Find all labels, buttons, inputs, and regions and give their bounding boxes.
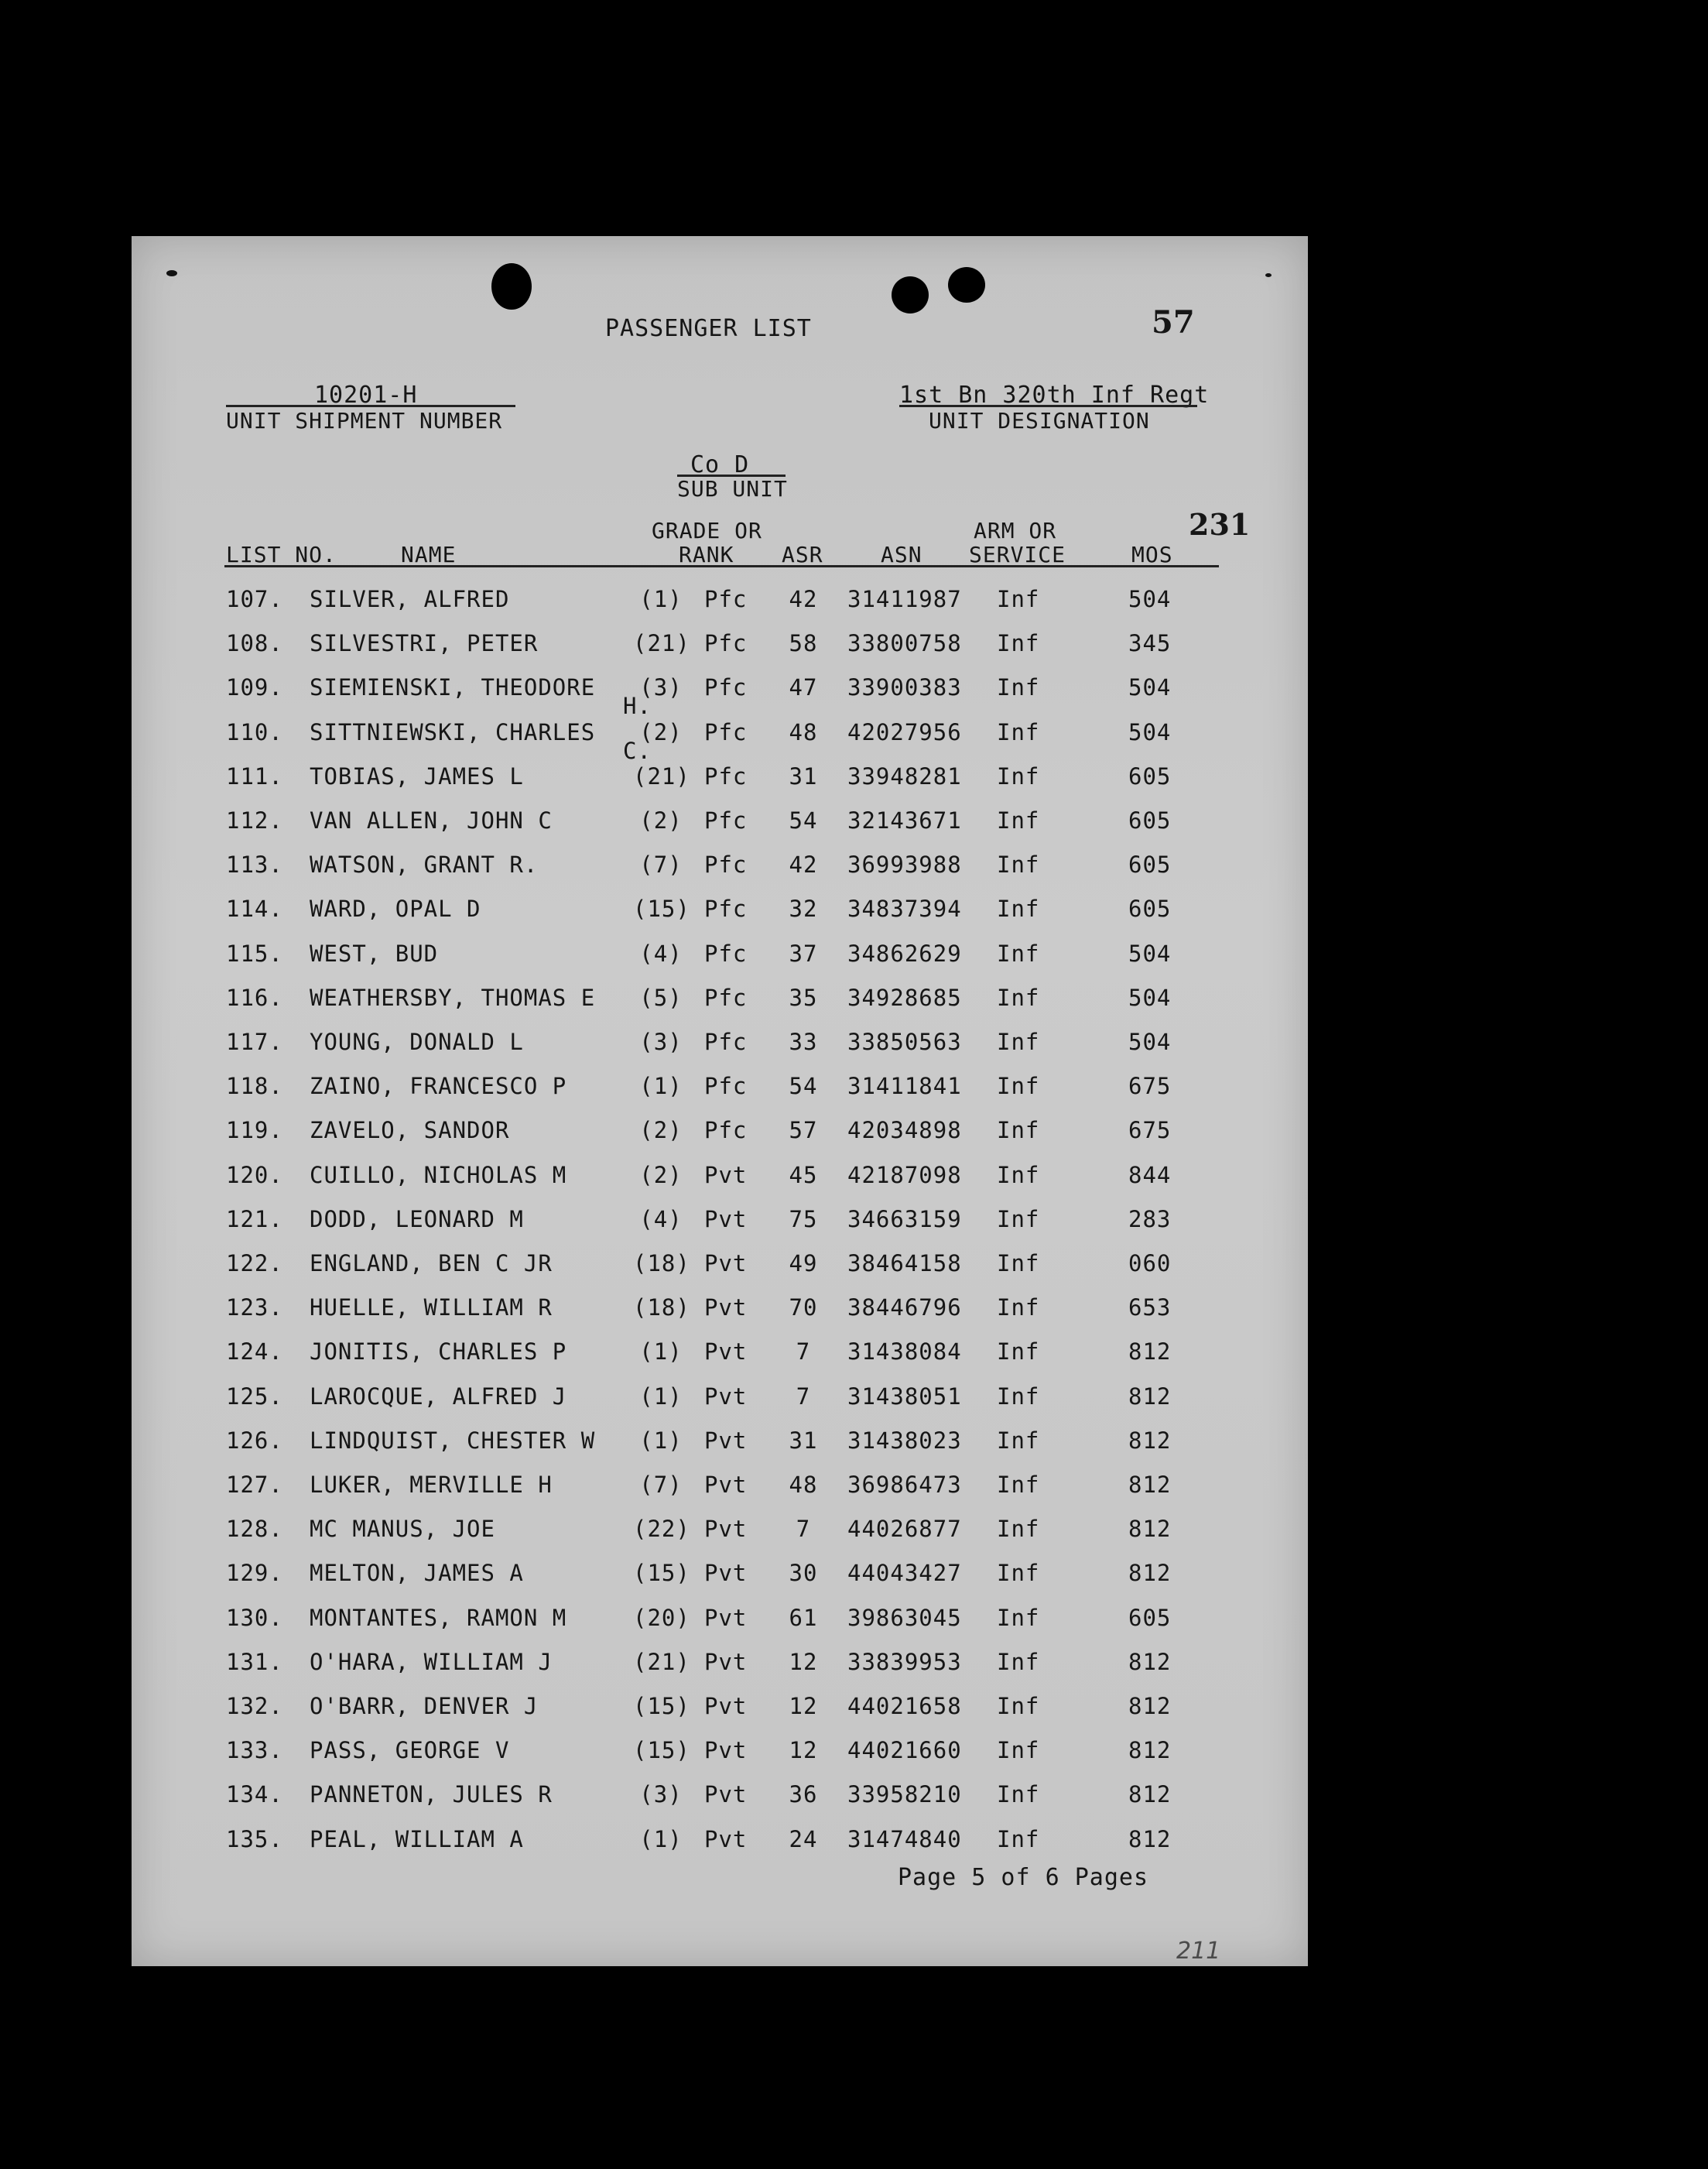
service-cell: Inf <box>997 1516 1040 1543</box>
rank-cell: Pvt <box>704 1693 748 1719</box>
table-row <box>132 1427 1308 1472</box>
name-cell: PANNETON, JULES R <box>310 1781 553 1808</box>
name-initial-cell: C. <box>623 737 652 764</box>
name-cell: YOUNG, DONALD L <box>310 1029 524 1055</box>
grade-cell: (2) <box>639 807 683 834</box>
name-cell: MC MANUS, JOE <box>310 1516 495 1543</box>
mos-cell: 605 <box>1128 1604 1172 1631</box>
grade-cell: (21) <box>633 762 690 790</box>
list-no-cell: 107. <box>226 586 283 612</box>
asn-cell: 33948281 <box>847 762 962 790</box>
mos-cell: 605 <box>1128 762 1172 790</box>
list-no-cell: 116. <box>226 984 283 1011</box>
service-cell: Inf <box>997 1604 1040 1631</box>
asn-cell: 34663159 <box>847 1205 962 1232</box>
service-cell: Inf <box>997 1737 1040 1764</box>
table-row <box>132 1294 1308 1338</box>
rank-cell: Pvt <box>704 1781 748 1808</box>
service-cell: Inf <box>997 1205 1040 1232</box>
unit-designation-label: UNIT DESIGNATION <box>929 408 1150 433</box>
service-cell: Inf <box>997 674 1040 701</box>
mos-cell: 504 <box>1128 586 1172 612</box>
table-row <box>132 763 1308 807</box>
rank-cell: Pvt <box>704 1516 748 1543</box>
column-header-name: NAME <box>401 542 457 567</box>
list-no-cell: 124. <box>226 1338 283 1365</box>
grade-cell: (1) <box>639 586 683 612</box>
grade-cell: (3) <box>639 674 683 701</box>
asn-cell: 44043427 <box>847 1560 962 1587</box>
grade-cell: (15) <box>633 1693 690 1719</box>
rank-cell: Pfc <box>704 718 748 745</box>
asr-cell: 42 <box>789 586 818 612</box>
table-row <box>132 1781 1308 1825</box>
grade-cell: (1) <box>639 1073 683 1100</box>
asn-cell: 38464158 <box>847 1250 962 1276</box>
asr-cell: 37 <box>789 940 818 967</box>
asn-cell: 44021660 <box>847 1737 962 1764</box>
mos-cell: 605 <box>1128 896 1172 923</box>
rank-cell: Pvt <box>704 1338 748 1365</box>
grade-cell: (2) <box>639 1161 683 1188</box>
asn-cell: 34862629 <box>847 940 962 967</box>
service-cell: Inf <box>997 807 1040 834</box>
table-row <box>132 1472 1308 1516</box>
table-row <box>132 941 1308 985</box>
service-cell: Inf <box>997 1560 1040 1587</box>
name-cell: SILVER, ALFRED <box>310 586 510 612</box>
grade-cell: (1) <box>639 1825 683 1852</box>
asn-cell: 39863045 <box>847 1604 962 1631</box>
list-no-cell: 119. <box>226 1117 283 1144</box>
column-header-asr: ASR <box>782 542 823 567</box>
asn-cell: 42034898 <box>847 1117 962 1144</box>
page-title: PASSENGER LIST <box>605 315 812 342</box>
mos-cell: 060 <box>1128 1250 1172 1276</box>
table-row <box>132 1516 1308 1560</box>
asn-cell: 42187098 <box>847 1161 962 1188</box>
asn-cell: 33839953 <box>847 1648 962 1675</box>
name-cell: O'BARR, DENVER J <box>310 1693 539 1719</box>
asn-cell: 31411841 <box>847 1073 962 1100</box>
service-cell: Inf <box>997 586 1040 612</box>
name-cell: TOBIAS, JAMES L <box>310 762 524 790</box>
grade-cell: (3) <box>639 1029 683 1055</box>
grade-cell: (4) <box>639 1205 683 1232</box>
asn-cell: 36993988 <box>847 851 962 879</box>
rank-cell: Pvt <box>704 1205 748 1232</box>
service-cell: Inf <box>997 851 1040 879</box>
asr-cell: 45 <box>789 1161 818 1188</box>
list-no-cell: 111. <box>226 762 283 790</box>
name-cell: CUILLO, NICHOLAS M <box>310 1161 567 1188</box>
column-header-grade-top: GRADE OR <box>652 518 762 543</box>
asr-cell: 33 <box>789 1029 818 1055</box>
asr-cell: 36 <box>789 1781 818 1808</box>
mos-cell: 504 <box>1128 718 1172 745</box>
mos-cell: 653 <box>1128 1294 1172 1321</box>
list-no-cell: 126. <box>226 1427 283 1454</box>
column-header-asn: ASN <box>881 542 922 567</box>
sub-unit: Co D <box>690 451 750 478</box>
service-cell: Inf <box>997 1781 1040 1808</box>
asr-cell: 30 <box>789 1560 818 1587</box>
list-no-cell: 130. <box>226 1604 283 1631</box>
service-cell: Inf <box>997 1029 1040 1055</box>
asn-cell: 38446796 <box>847 1294 962 1321</box>
mos-cell: 504 <box>1128 674 1172 701</box>
grade-cell: (15) <box>633 1737 690 1764</box>
list-no-cell: 134. <box>226 1781 283 1808</box>
table-row <box>132 1117 1308 1161</box>
name-cell: PASS, GEORGE V <box>310 1737 510 1764</box>
asr-cell: 70 <box>789 1294 818 1321</box>
name-cell: SIEMIENSKI, THEODORE <box>310 674 596 701</box>
asn-cell: 31438023 <box>847 1427 962 1454</box>
grade-cell: (1) <box>639 1383 683 1410</box>
table-row <box>132 1073 1308 1117</box>
name-cell: PEAL, WILLIAM A <box>310 1825 524 1852</box>
service-cell: Inf <box>997 1383 1040 1410</box>
table-row <box>132 674 1308 718</box>
column-header-rank: RANK <box>679 542 734 567</box>
name-cell: WEST, BUD <box>310 940 439 967</box>
name-cell: ZAINO, FRANCESCO P <box>310 1073 567 1100</box>
asr-cell: 7 <box>796 1383 811 1410</box>
rank-cell: Pfc <box>704 851 748 879</box>
asn-cell: 31411987 <box>847 586 962 612</box>
name-cell: MELTON, JAMES A <box>310 1560 524 1587</box>
mos-cell: 812 <box>1128 1737 1172 1764</box>
table-row <box>132 719 1308 763</box>
page-count: Page 5 of 6 Pages <box>898 1864 1149 1891</box>
punch-hole-right-a <box>892 276 929 314</box>
rank-cell: Pvt <box>704 1604 748 1631</box>
asr-cell: 7 <box>796 1338 811 1365</box>
mos-cell: 812 <box>1128 1338 1172 1365</box>
column-header-list-no: LIST NO. <box>226 542 337 567</box>
punch-hole-right-b <box>948 267 985 303</box>
asr-cell: 31 <box>789 1427 818 1454</box>
document-page <box>132 236 1308 1966</box>
table-row <box>132 630 1308 674</box>
rank-cell: Pfc <box>704 762 748 790</box>
grade-cell: (21) <box>633 630 690 657</box>
rank-cell: Pfc <box>704 807 748 834</box>
asn-cell: 33850563 <box>847 1029 962 1055</box>
asr-cell: 12 <box>789 1737 818 1764</box>
rank-cell: Pvt <box>704 1250 748 1276</box>
asr-cell: 42 <box>789 851 818 879</box>
service-cell: Inf <box>997 1693 1040 1719</box>
list-no-cell: 123. <box>226 1294 283 1321</box>
service-cell: Inf <box>997 940 1040 967</box>
mos-cell: 605 <box>1128 807 1172 834</box>
rank-cell: Pfc <box>704 1073 748 1100</box>
list-no-cell: 117. <box>226 1029 283 1055</box>
rank-cell: Pvt <box>704 1648 748 1675</box>
unit-designation-underline <box>899 405 1197 407</box>
rank-cell: Pvt <box>704 1560 748 1587</box>
mos-cell: 345 <box>1128 630 1172 657</box>
unit-shipment-number: 10201-H <box>314 382 418 409</box>
grade-cell: (20) <box>633 1604 690 1631</box>
table-row <box>132 1693 1308 1737</box>
rank-cell: Pfc <box>704 940 748 967</box>
mos-cell: 812 <box>1128 1648 1172 1675</box>
asn-cell: 31438051 <box>847 1383 962 1410</box>
rank-cell: Pfc <box>704 1029 748 1055</box>
rank-cell: Pfc <box>704 1117 748 1144</box>
table-row <box>132 1383 1308 1427</box>
service-cell: Inf <box>997 1427 1040 1454</box>
asn-cell: 32143671 <box>847 807 962 834</box>
mos-cell: 504 <box>1128 1029 1172 1055</box>
rank-cell: Pvt <box>704 1294 748 1321</box>
grade-cell: (1) <box>639 1427 683 1454</box>
table-row <box>132 1338 1308 1383</box>
grade-cell: (7) <box>639 1472 683 1498</box>
table-row <box>132 586 1308 630</box>
list-no-cell: 129. <box>226 1560 283 1587</box>
mos-cell: 283 <box>1128 1205 1172 1232</box>
table-row <box>132 1206 1308 1250</box>
page-number: 57 <box>1152 304 1195 341</box>
asn-cell: 34837394 <box>847 896 962 923</box>
table-row <box>132 851 1308 896</box>
pencil-note: 211 <box>1176 1938 1221 1965</box>
name-cell: MONTANTES, RAMON M <box>310 1604 567 1631</box>
service-cell: Inf <box>997 630 1040 657</box>
name-cell: VAN ALLEN, JOHN C <box>310 807 553 834</box>
service-cell: Inf <box>997 1294 1040 1321</box>
mos-cell: 812 <box>1128 1781 1172 1808</box>
asn-cell: 31438084 <box>847 1338 962 1365</box>
name-cell: WATSON, GRANT R. <box>310 851 539 879</box>
list-no-cell: 133. <box>226 1737 283 1764</box>
grade-cell: (3) <box>639 1781 683 1808</box>
rank-cell: Pvt <box>704 1427 748 1454</box>
mos-cell: 812 <box>1128 1383 1172 1410</box>
rank-cell: Pvt <box>704 1161 748 1188</box>
mos-cell: 812 <box>1128 1427 1172 1454</box>
service-cell: Inf <box>997 896 1040 923</box>
column-header-mos: MOS <box>1131 542 1173 567</box>
list-no-cell: 120. <box>226 1161 283 1188</box>
name-cell: ENGLAND, BEN C JR <box>310 1250 553 1276</box>
name-cell: LUKER, MERVILLE H <box>310 1472 553 1498</box>
service-cell: Inf <box>997 1250 1040 1276</box>
grade-cell: (18) <box>633 1250 690 1276</box>
grade-cell: (1) <box>639 1338 683 1365</box>
list-no-cell: 109. <box>226 674 283 701</box>
mos-cell: 605 <box>1128 851 1172 879</box>
asr-cell: 54 <box>789 1073 818 1100</box>
list-no-cell: 110. <box>226 718 283 745</box>
list-no-cell: 118. <box>226 1073 283 1100</box>
name-cell: WARD, OPAL D <box>310 896 481 923</box>
mos-cell: 812 <box>1128 1825 1172 1852</box>
rank-cell: Pvt <box>704 1737 748 1764</box>
asr-cell: 49 <box>789 1250 818 1276</box>
grade-cell: (15) <box>633 1560 690 1587</box>
column-header-service: SERVICE <box>969 542 1066 567</box>
asr-cell: 48 <box>789 1472 818 1498</box>
grade-cell: (2) <box>639 1117 683 1144</box>
table-row <box>132 1250 1308 1294</box>
service-cell: Inf <box>997 762 1040 790</box>
table-row <box>132 1605 1308 1649</box>
name-cell: LINDQUIST, CHESTER W <box>310 1427 596 1454</box>
service-cell: Inf <box>997 1161 1040 1188</box>
table-row <box>132 1029 1308 1073</box>
asn-cell: 44026877 <box>847 1516 962 1543</box>
unit-shipment-underline <box>226 405 515 407</box>
service-cell: Inf <box>997 1117 1040 1144</box>
asn-cell: 44021658 <box>847 1693 962 1719</box>
list-no-cell: 135. <box>226 1825 283 1852</box>
sub-unit-label: SUB UNIT <box>677 476 788 502</box>
list-no-cell: 127. <box>226 1472 283 1498</box>
list-no-cell: 122. <box>226 1250 283 1276</box>
asn-cell: 33958210 <box>847 1781 962 1808</box>
grade-cell: (15) <box>633 896 690 923</box>
list-no-cell: 131. <box>226 1648 283 1675</box>
column-header-arm-top: ARM OR <box>974 518 1057 543</box>
name-cell: JONITIS, CHARLES P <box>310 1338 567 1365</box>
asr-cell: 48 <box>789 718 818 745</box>
grade-cell: (7) <box>639 851 683 879</box>
table-row <box>132 807 1308 851</box>
name-cell: WEATHERSBY, THOMAS E <box>310 984 596 1011</box>
asn-cell: 33800758 <box>847 630 962 657</box>
mos-cell: 812 <box>1128 1472 1172 1498</box>
rank-cell: Pfc <box>704 630 748 657</box>
table-row <box>132 1162 1308 1206</box>
mos-cell: 504 <box>1128 940 1172 967</box>
service-cell: Inf <box>997 1648 1040 1675</box>
mos-cell: 812 <box>1128 1693 1172 1719</box>
name-cell: SILVESTRI, PETER <box>310 630 539 657</box>
asr-cell: 12 <box>789 1648 818 1675</box>
name-cell: DODD, LEONARD M <box>310 1205 524 1232</box>
asr-cell: 31 <box>789 762 818 790</box>
asn-cell: 31474840 <box>847 1825 962 1852</box>
rank-cell: Pvt <box>704 1825 748 1852</box>
asn-cell: 42027956 <box>847 718 962 745</box>
name-cell: LAROCQUE, ALFRED J <box>310 1383 567 1410</box>
service-cell: Inf <box>997 718 1040 745</box>
mos-cell: 844 <box>1128 1161 1172 1188</box>
unit-shipment-label: UNIT SHIPMENT NUMBER <box>226 408 503 433</box>
table-row <box>132 896 1308 940</box>
name-cell: ZAVELO, SANDOR <box>310 1117 510 1144</box>
service-cell: Inf <box>997 984 1040 1011</box>
punch-hole-left <box>491 263 532 310</box>
unit-designation: 1st Bn 320th Inf Regt <box>899 382 1210 409</box>
list-no-cell: 114. <box>226 896 283 923</box>
asn-cell: 34928685 <box>847 984 962 1011</box>
rank-cell: Pvt <box>704 1383 748 1410</box>
list-no-cell: 108. <box>226 630 283 657</box>
rank-cell: Pfc <box>704 896 748 923</box>
mos-cell: 812 <box>1128 1516 1172 1543</box>
asn-cell: 33900383 <box>847 674 962 701</box>
mos-cell: 675 <box>1128 1117 1172 1144</box>
asn-cell: 36986473 <box>847 1472 962 1498</box>
grade-cell: (4) <box>639 940 683 967</box>
mos-cell: 812 <box>1128 1560 1172 1587</box>
service-cell: Inf <box>997 1825 1040 1852</box>
list-no-cell: 115. <box>226 940 283 967</box>
asr-cell: 58 <box>789 630 818 657</box>
grade-cell: (5) <box>639 984 683 1011</box>
rank-cell: Pfc <box>704 984 748 1011</box>
rank-cell: Pfc <box>704 586 748 612</box>
asr-cell: 47 <box>789 674 818 701</box>
table-row <box>132 1737 1308 1781</box>
rank-cell: Pfc <box>704 674 748 701</box>
grade-cell: (21) <box>633 1648 690 1675</box>
list-no-cell: 125. <box>226 1383 283 1410</box>
asr-cell: 54 <box>789 807 818 834</box>
header-rule <box>224 565 1219 567</box>
asr-cell: 12 <box>789 1693 818 1719</box>
asr-cell: 57 <box>789 1117 818 1144</box>
list-no-cell: 112. <box>226 807 283 834</box>
mos-cell: 675 <box>1128 1073 1172 1100</box>
name-cell: O'HARA, WILLIAM J <box>310 1648 553 1675</box>
service-cell: Inf <box>997 1338 1040 1365</box>
list-no-cell: 121. <box>226 1205 283 1232</box>
asr-cell: 35 <box>789 984 818 1011</box>
list-no-cell: 128. <box>226 1516 283 1543</box>
name-cell: HUELLE, WILLIAM R <box>310 1294 553 1321</box>
mos-cell: 504 <box>1128 984 1172 1011</box>
asr-cell: 61 <box>789 1604 818 1631</box>
grade-cell: (2) <box>639 718 683 745</box>
name-cell: SITTNIEWSKI, CHARLES <box>310 718 596 745</box>
rank-cell: Pvt <box>704 1472 748 1498</box>
service-cell: Inf <box>997 1073 1040 1100</box>
asr-cell: 24 <box>789 1825 818 1852</box>
speck-mark <box>1265 273 1272 277</box>
asr-cell: 75 <box>789 1205 818 1232</box>
list-no-cell: 113. <box>226 851 283 879</box>
speck-mark <box>166 270 177 276</box>
table-row <box>132 1560 1308 1604</box>
name-initial-cell: H. <box>623 693 652 720</box>
list-no-cell: 132. <box>226 1693 283 1719</box>
asr-cell: 32 <box>789 896 818 923</box>
service-cell: Inf <box>997 1472 1040 1498</box>
grade-cell: (18) <box>633 1294 690 1321</box>
table-row <box>132 1649 1308 1693</box>
stamp-number: 231 <box>1189 507 1251 542</box>
table-row <box>132 985 1308 1029</box>
asr-cell: 7 <box>796 1516 811 1543</box>
grade-cell: (22) <box>633 1516 690 1543</box>
